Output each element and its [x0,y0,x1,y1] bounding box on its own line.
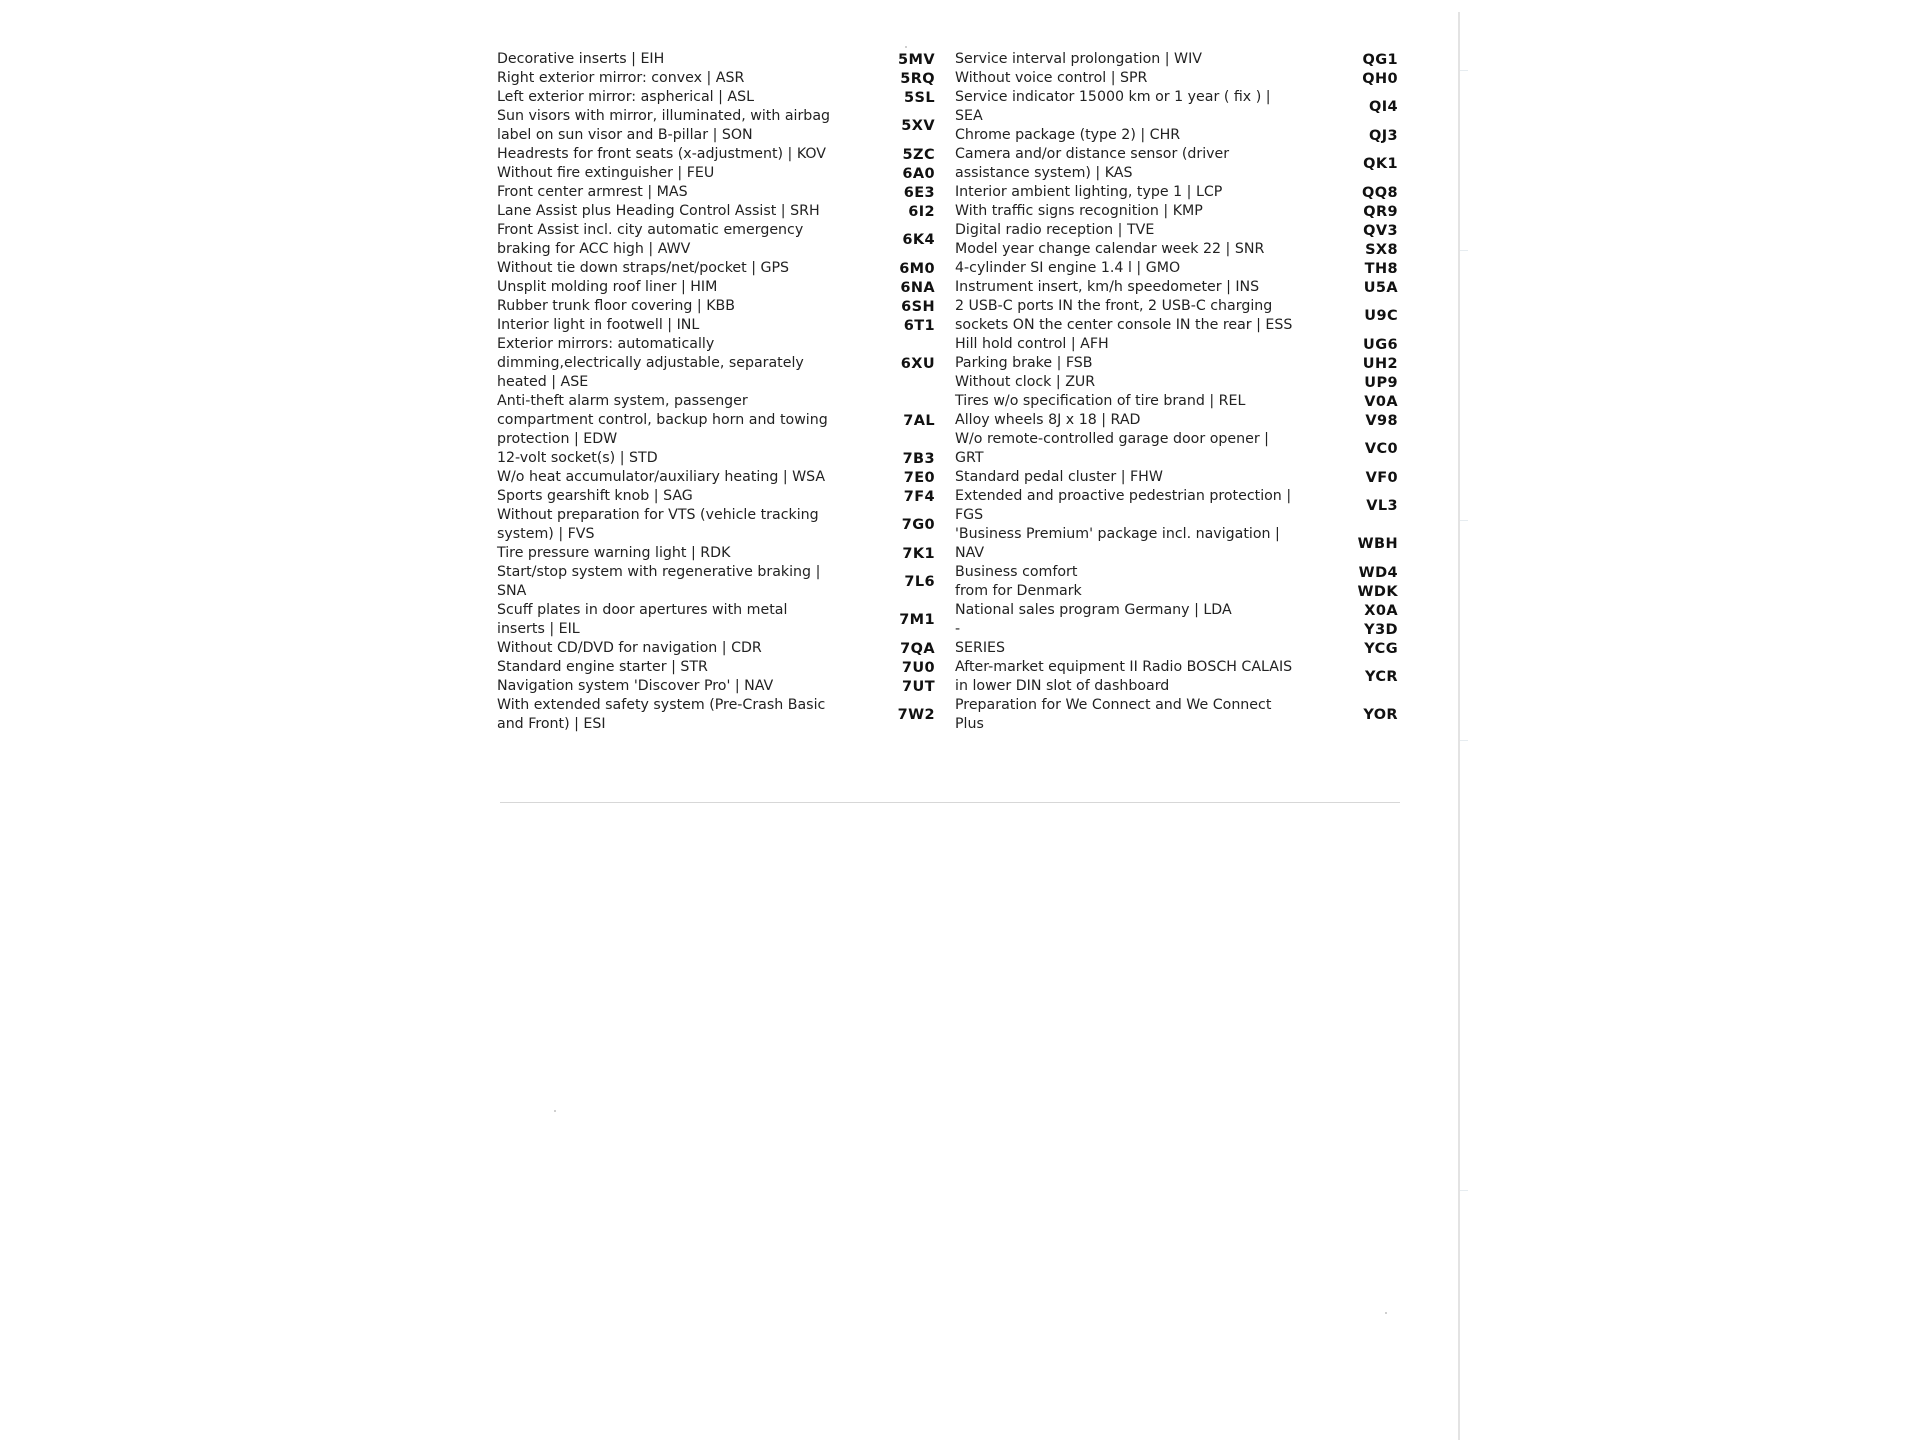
equipment-row [955,563,1400,582]
equipment-description: After-market equipment II Radio BOSCH CALAIS in lower DIN slot of dashboard [955,659,1293,694]
equipment-code: 7B3 [902,450,935,467]
scan-speck [1385,1312,1387,1314]
equipment-description: W/o heat accumulator/auxiliary heating | WSA [497,469,826,485]
equipment-code: 7W2 [897,707,935,723]
equipment-row [955,468,1400,487]
equipment-row [955,373,1400,392]
equipment-row [497,164,937,183]
equipment-description: Digital radio reception | TVE [955,222,1155,238]
equipment-row [497,392,937,449]
edge-mark [1460,520,1468,521]
equipment-description: Without voice control | SPR [955,70,1148,86]
equipment-row [497,88,937,107]
equipment-code: QG1 [1362,51,1398,68]
equipment-description: Preparation for We Connect and We Connect Plus [955,697,1272,732]
equipment-description: Hill hold control | AFH [955,336,1109,352]
equipment-code: UG6 [1363,336,1398,353]
equipment-description: Business comfort [955,564,1078,580]
equipment-row [955,183,1400,202]
equipment-code: WD4 [1358,564,1398,581]
equipment-code: 6NA [900,279,935,296]
equipment-row [497,221,937,259]
equipment-code: QI4 [1368,99,1398,115]
equipment-row [497,601,937,639]
equipment-code: U5A [1363,279,1398,296]
equipment-description: 2 USB-C ports IN the front, 2 USB-C charging sockets ON the center console IN the rear | ESS [955,298,1293,333]
equipment-row [497,259,937,278]
scan-speck [905,46,907,48]
equipment-row [955,259,1400,278]
equipment-description: Model year change calendar week 22 | SNR [955,241,1265,257]
equipment-description: With traffic signs recognition | KMP [955,203,1203,219]
equipment-row [955,126,1400,145]
equipment-code: 5RQ [900,70,935,87]
equipment-code: 6M0 [899,260,935,277]
equipment-code: 5SL [904,89,935,106]
edge-mark [1460,250,1468,251]
equipment-description: Navigation system 'Discover Pro' | NAV [497,678,774,694]
equipment-description: Tire pressure warning light | RDK [497,545,731,561]
equipment-row [497,107,937,145]
equipment-code: UH2 [1362,355,1398,372]
equipment-code: 6XU [900,355,935,372]
equipment-description: Front Assist incl. city automatic emergency braking for ACC high | AWV [497,222,804,257]
equipment-row [955,335,1400,354]
equipment-description: Lane Assist plus Heading Control Assist | SRH [497,203,820,219]
equipment-row [497,278,937,297]
equipment-code: 7QA [900,640,935,657]
equipment-row [497,335,937,392]
equipment-code: YOR [1363,707,1398,723]
equipment-code: 7E0 [903,469,935,486]
equipment-description: Extended and proactive pedestrian protection | FGS [955,488,1292,523]
equipment-description: Exterior mirrors: automatically dimming,electrically adjustable, separately heated | ASE [497,336,804,390]
equipment-code: YCR [1365,669,1398,685]
equipment-code: 5XV [901,118,935,134]
equipment-code: VC0 [1364,441,1398,457]
equipment-row [497,297,937,316]
equipment-description: Alloy wheels 8J x 18 | RAD [955,412,1141,428]
equipment-row [955,430,1400,468]
equipment-row [955,145,1400,183]
equipment-description: Tires w/o specification of tire brand | REL [955,393,1246,409]
equipment-row [955,411,1400,430]
equipment-code: 7F4 [903,488,935,505]
equipment-description: Standard pedal cluster | FHW [955,469,1163,485]
equipment-code: QR9 [1363,203,1398,220]
equipment-code: 7U0 [901,659,935,676]
equipment-code: 5ZC [902,146,935,163]
equipment-row [955,620,1400,639]
equipment-row [955,487,1400,525]
equipment-description: Scuff plates in door apertures with metal inserts | EIL [497,602,788,637]
equipment-code: V98 [1365,412,1398,429]
equipment-description: Rubber trunk floor covering | KBB [497,298,735,314]
equipment-row [497,145,937,164]
equipment-row [497,506,937,544]
equipment-row [497,50,937,69]
equipment-description: Without clock | ZUR [955,374,1096,390]
equipment-column-right [955,50,1400,734]
equipment-description: Instrument insert, km/h speedometer | INS [955,279,1260,295]
equipment-row [955,278,1400,297]
equipment-code: WBH [1357,536,1398,552]
equipment-list [497,50,1400,734]
equipment-row [955,525,1400,563]
equipment-code: QJ3 [1368,127,1398,144]
equipment-description: Without fire extinguisher | FEU [497,165,715,181]
equipment-row [955,392,1400,411]
equipment-row [955,696,1400,734]
equipment-row [497,563,937,601]
equipment-row [955,601,1400,620]
equipment-description: Service indicator 15000 km or 1 year ( fix ) | SEA [955,89,1271,124]
equipment-description: Without tie down straps/net/pocket | GPS [497,260,790,276]
equipment-code: 7K1 [902,545,935,562]
equipment-description: Without CD/DVD for navigation | CDR [497,640,762,656]
equipment-code: 6T1 [903,317,935,334]
equipment-description: Parking brake | FSB [955,355,1093,371]
equipment-row [955,50,1400,69]
equipment-description: Front center armrest | MAS [497,184,688,200]
equipment-code: QQ8 [1362,184,1398,201]
equipment-code: 6A0 [902,165,935,182]
equipment-row [955,88,1400,126]
equipment-code: WDK [1357,583,1398,600]
equipment-description: from for Denmark [955,583,1082,599]
equipment-row [497,316,937,335]
equipment-row [955,202,1400,221]
equipment-code: 7UT [902,678,935,695]
equipment-row [497,202,937,221]
equipment-row [955,354,1400,373]
equipment-code: VF0 [1365,469,1398,486]
equipment-description: Camera and/or distance sensor (driver assistance system) | KAS [955,146,1230,181]
equipment-code: 7L6 [904,574,935,590]
equipment-row [497,449,937,468]
equipment-row [497,69,937,88]
equipment-description: W/o remote-controlled garage door opener | GRT [955,431,1269,466]
scan-speck [554,1110,556,1112]
equipment-row [497,487,937,506]
equipment-row [497,183,937,202]
equipment-row [955,221,1400,240]
equipment-code: TH8 [1364,260,1398,277]
equipment-row [955,639,1400,658]
equipment-code: 7G0 [901,517,935,533]
equipment-description: Service interval prolongation | WIV [955,51,1202,67]
equipment-code: X0A [1364,602,1398,619]
equipment-code: 6E3 [903,184,935,201]
equipment-description: Right exterior mirror: convex | ASR [497,70,745,86]
equipment-description: 12-volt socket(s) | STD [497,450,658,466]
equipment-description: Interior light in footwell | INL [497,317,700,333]
equipment-code: SX8 [1365,241,1398,258]
equipment-code: 7M1 [899,612,935,628]
equipment-row [955,240,1400,259]
equipment-code: QH0 [1362,70,1398,87]
equipment-description: Interior ambient lighting, type 1 | LCP [955,184,1223,200]
equipment-code: QV3 [1363,222,1398,239]
equipment-description: Headrests for front seats (x-adjustment) | KOV [497,146,826,162]
equipment-code: UP9 [1364,374,1398,391]
equipment-description: - [955,621,961,637]
equipment-description: Sun visors with mirror, illuminated, with airbag label on sun visor and B-pillar | SON [497,108,831,143]
equipment-description: With extended safety system (Pre-Crash Basic and Front) | ESI [497,697,826,732]
equipment-description: 4-cylinder SI engine 1.4 l | GMO [955,260,1181,276]
equipment-code: 6K4 [902,232,935,248]
equipment-description: Left exterior mirror: aspherical | ASL [497,89,755,105]
equipment-row [955,69,1400,88]
equipment-row [955,658,1400,696]
equipment-row [955,297,1400,335]
equipment-row [497,639,937,658]
edge-mark [1460,1190,1468,1191]
edge-mark [1460,740,1468,741]
equipment-description: Decorative inserts | EIH [497,51,665,67]
equipment-row [955,582,1400,601]
equipment-description: Unsplit molding roof liner | HIM [497,279,718,295]
equipment-code: 5MV [898,51,935,68]
equipment-code: 6I2 [908,203,935,220]
equipment-description: National sales program Germany | LDA [955,602,1232,618]
equipment-code: U9C [1364,308,1398,324]
bottom-divider [500,802,1400,803]
equipment-code: Y3D [1364,621,1398,638]
equipment-description: Start/stop system with regenerative braking | SNA [497,564,821,599]
equipment-code: YCG [1364,640,1398,657]
equipment-row [497,544,937,563]
equipment-code: QK1 [1363,156,1398,172]
equipment-description: Chrome package (type 2) | CHR [955,127,1181,143]
equipment-description: Without preparation for VTS (vehicle tracking system) | FVS [497,507,819,542]
equipment-column-left [497,50,937,734]
equipment-code: 6SH [901,298,935,315]
page-edge-shadow [1458,12,1460,1440]
equipment-description: SERIES [955,640,1005,656]
equipment-row [497,696,937,734]
equipment-row [497,468,937,487]
equipment-code: V0A [1364,393,1398,410]
equipment-description: Sports gearshift knob | SAG [497,488,693,504]
equipment-code: VL3 [1366,498,1398,514]
equipment-code: 7AL [903,412,935,429]
equipment-description: Anti-theft alarm system, passenger compartment control, backup horn and towing protection | EDW [497,393,828,447]
equipment-description: Standard engine starter | STR [497,659,708,675]
equipment-description: 'Business Premium' package incl. navigation | NAV [955,526,1280,561]
equipment-row [497,677,937,696]
edge-mark [1460,70,1468,71]
equipment-row [497,658,937,677]
